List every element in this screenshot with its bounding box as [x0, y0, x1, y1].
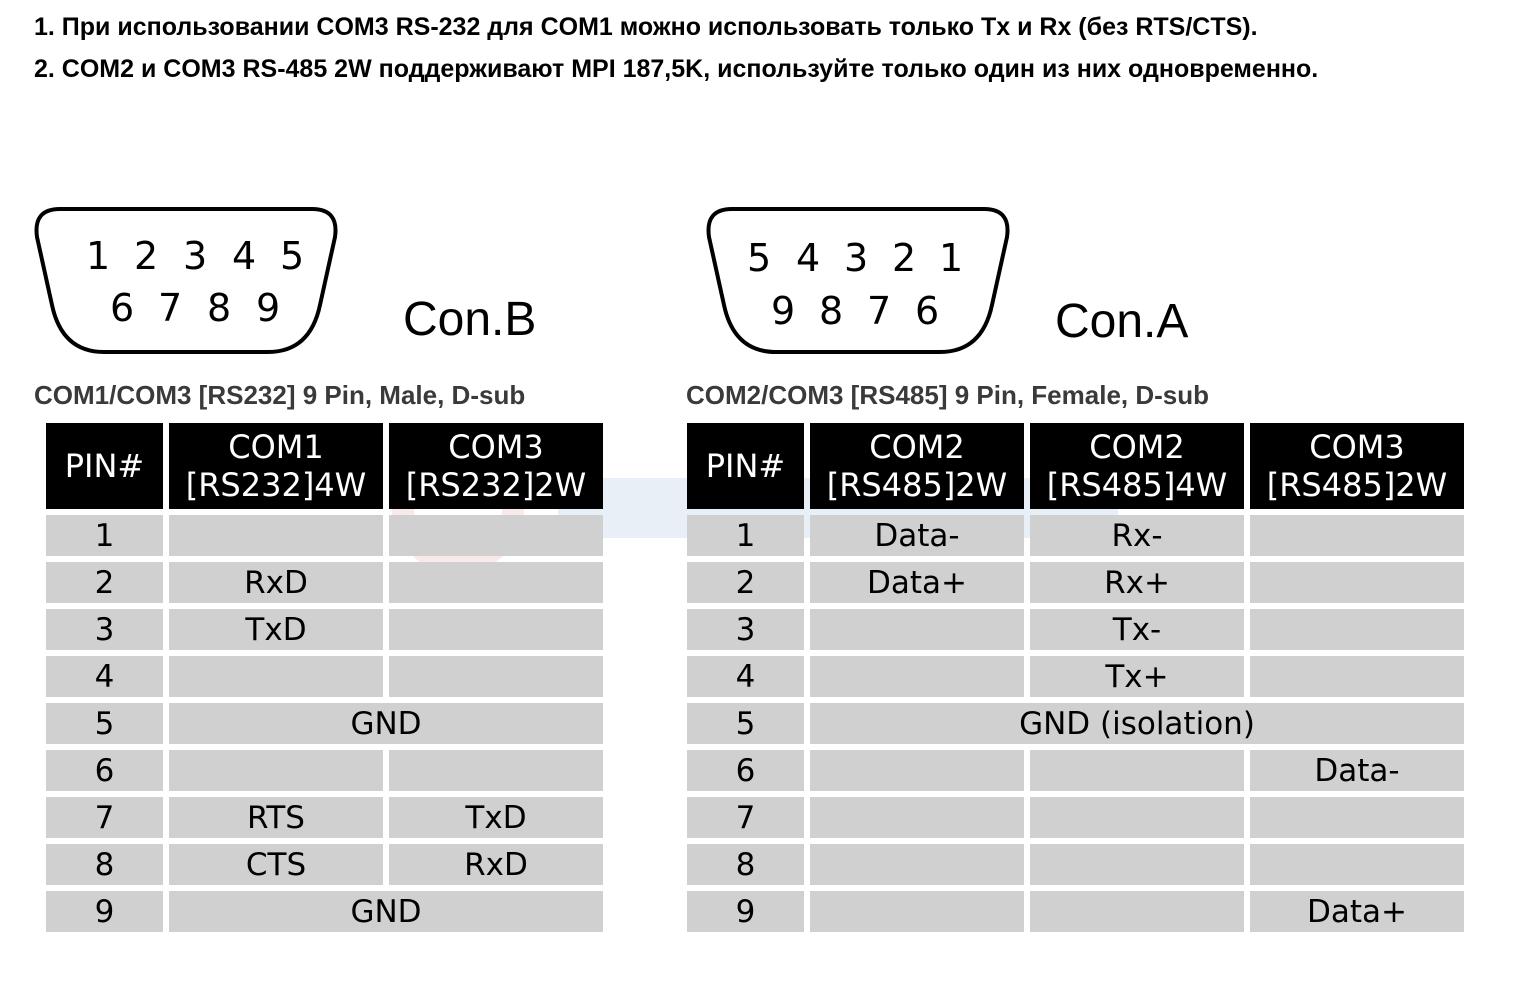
pinout-table-rs485	[681, 417, 1470, 938]
table-row	[687, 515, 1464, 556]
table-row	[687, 562, 1464, 603]
table-cell: RxD	[389, 844, 603, 885]
pin-number: 1	[46, 515, 163, 556]
table-cell	[1250, 656, 1464, 697]
table-cell: Data-	[1250, 750, 1464, 791]
table-cell	[1250, 562, 1464, 603]
table-row	[687, 797, 1464, 838]
table-cell: CTS	[169, 844, 383, 885]
table-cell	[169, 656, 383, 697]
pin-number: 8	[687, 844, 804, 885]
table-cell	[389, 750, 603, 791]
pin-number: 6	[46, 750, 163, 791]
table-cell	[1250, 609, 1464, 650]
pin-label: 3	[183, 234, 208, 278]
pin-label: 6	[110, 286, 135, 330]
pin-number: 9	[46, 891, 163, 932]
table-row	[46, 844, 603, 885]
pin-number: 5	[46, 703, 163, 744]
table-row	[687, 656, 1464, 697]
table-cell: TxD	[169, 609, 383, 650]
pin-number: 6	[687, 750, 804, 791]
note-2: 2. COM2 и COM3 RS-485 2W поддерживают MPI 187,5K, используйте только один из них одновременно.	[34, 55, 1319, 83]
table-cell	[810, 750, 1024, 791]
col-header-pin: PIN#	[46, 423, 163, 509]
table-row	[46, 656, 603, 697]
col-header-com1: COM1 [RS232]4W	[169, 423, 383, 509]
table-cell	[1250, 797, 1464, 838]
table-row	[687, 703, 1464, 744]
col-header-com2-2w: COM2 [RS485]2W	[810, 423, 1024, 509]
table-cell	[169, 750, 383, 791]
table-cell	[1030, 891, 1244, 932]
table-cell: Data-	[810, 515, 1024, 556]
table-cell	[169, 515, 383, 556]
table-row	[46, 797, 603, 838]
table-cell	[389, 609, 603, 650]
pin-number: 2	[687, 562, 804, 603]
table-header-row	[46, 423, 603, 509]
table-cell	[1030, 797, 1244, 838]
pin-label: 2	[892, 236, 917, 280]
pin-label: 1	[86, 234, 111, 278]
connector-label-b: Con.B	[403, 293, 537, 346]
table-row	[46, 891, 603, 932]
table-cell-merged: GND	[169, 703, 603, 744]
table-cell	[389, 562, 603, 603]
connector-male-outline	[30, 205, 342, 357]
table-cell: Rx+	[1030, 562, 1244, 603]
table-cell: Rx-	[1030, 515, 1244, 556]
col-header-com3: COM3 [RS232]2W	[389, 423, 603, 509]
pin-label: 8	[207, 286, 232, 330]
col-header-com2-4w: COM2 [RS485]4W	[1030, 423, 1244, 509]
table-row	[46, 703, 603, 744]
pin-number: 2	[46, 562, 163, 603]
pin-number: 9	[687, 891, 804, 932]
table-cell	[1030, 750, 1244, 791]
table-row	[46, 750, 603, 791]
pin-number: 3	[687, 609, 804, 650]
table-row	[687, 609, 1464, 650]
notes	[34, 10, 1474, 94]
table-header-row	[687, 423, 1464, 509]
pin-number: 1	[687, 515, 804, 556]
table-cell: RTS	[169, 797, 383, 838]
table-cell	[810, 609, 1024, 650]
pin-label: 4	[232, 234, 257, 278]
pin-label: 2	[134, 234, 159, 278]
pin-label: 5	[747, 236, 772, 280]
pin-label: 7	[158, 286, 183, 330]
pin-label: 3	[844, 236, 869, 280]
col-header-pin: PIN#	[687, 423, 804, 509]
connector-male-db9	[30, 205, 342, 362]
pin-number: 7	[46, 797, 163, 838]
table-cell	[810, 844, 1024, 885]
caption-rs485: COM2/COM3 [RS485] 9 Pin, Female, D-sub	[686, 380, 1210, 410]
table-cell: Tx-	[1030, 609, 1244, 650]
table-cell: Data+	[810, 562, 1024, 603]
connector-female-db9	[702, 205, 1014, 362]
table-cell-merged: GND (isolation)	[810, 703, 1464, 744]
table-row	[687, 891, 1464, 932]
table-cell	[1030, 844, 1244, 885]
table-row	[687, 750, 1464, 791]
table-cell: TxD	[389, 797, 603, 838]
pin-label: 4	[796, 236, 821, 280]
col-header-com3-2w: COM3 [RS485]2W	[1250, 423, 1464, 509]
table-cell	[1250, 515, 1464, 556]
pin-label: 7	[867, 289, 892, 333]
pin-number: 7	[687, 797, 804, 838]
caption-rs232: COM1/COM3 [RS232] 9 Pin, Male, D-sub	[34, 380, 526, 410]
pin-label: 9	[256, 286, 281, 330]
pin-number: 3	[46, 609, 163, 650]
pin-number: 5	[687, 703, 804, 744]
note-1: 1. При использовании COM3 RS-232 для COM1 можно использовать только Tx и Rx (без RTS/CTS).	[34, 13, 1258, 41]
table-cell	[810, 797, 1024, 838]
pin-label: 9	[771, 289, 796, 333]
table-cell	[810, 656, 1024, 697]
table-row	[46, 609, 603, 650]
table-cell	[1250, 844, 1464, 885]
table-cell	[810, 891, 1024, 932]
connector-female-outline	[702, 205, 1014, 357]
pin-label: 6	[915, 289, 940, 333]
pin-label: 8	[819, 289, 844, 333]
table-row	[687, 844, 1464, 885]
pin-label: 5	[280, 234, 305, 278]
table-cell: Tx+	[1030, 656, 1244, 697]
pin-label: 1	[939, 236, 964, 280]
connector-label-a: Con.A	[1055, 295, 1189, 348]
table-cell	[389, 515, 603, 556]
table-row	[46, 515, 603, 556]
table-cell: Data+	[1250, 891, 1464, 932]
table-cell: RxD	[169, 562, 383, 603]
pin-number: 8	[46, 844, 163, 885]
table-cell	[389, 656, 603, 697]
table-cell-merged: GND	[169, 891, 603, 932]
table-row	[46, 562, 603, 603]
pin-number: 4	[687, 656, 804, 697]
pin-number: 4	[46, 656, 163, 697]
pinout-table-rs232	[40, 417, 609, 938]
